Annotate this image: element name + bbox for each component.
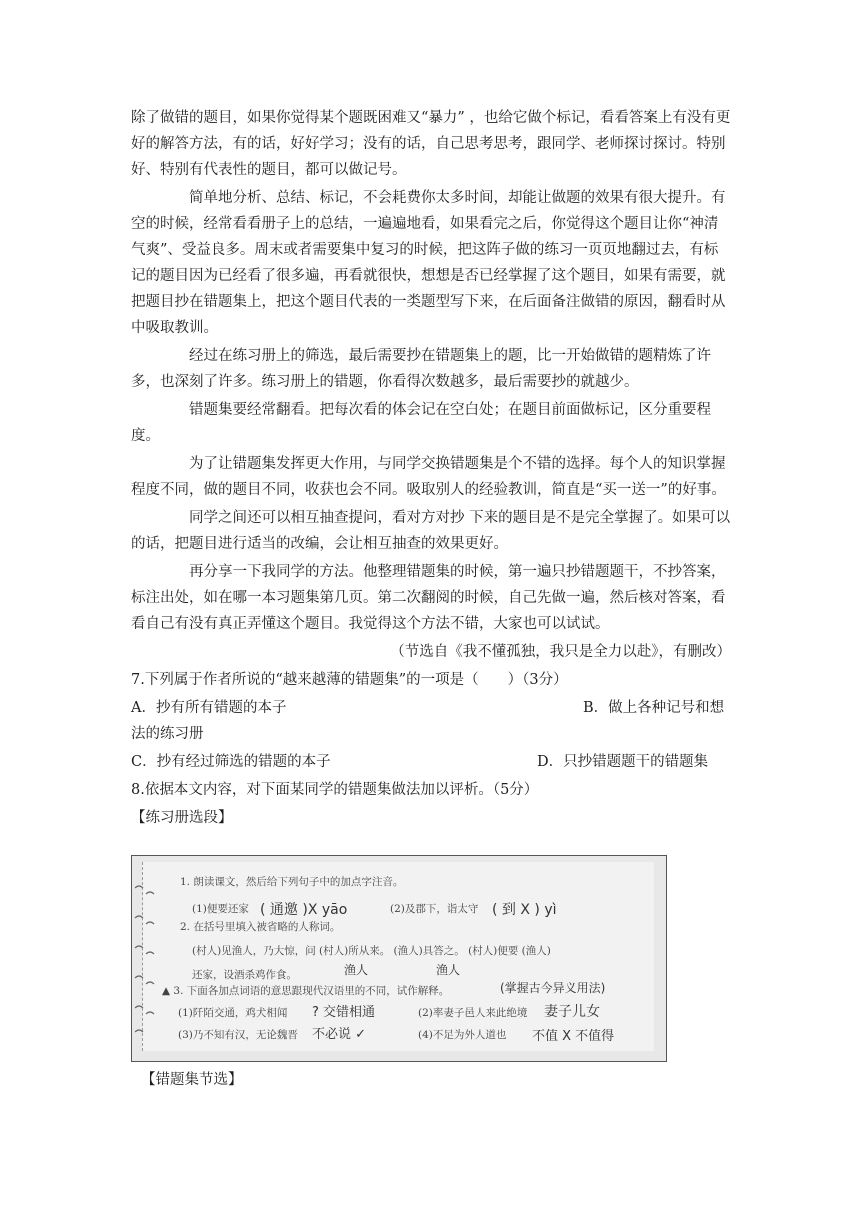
handwriting: 不必说 ✓ (312, 1027, 367, 1042)
workbook-scan-image (131, 855, 667, 1062)
handwriting: 渔人 (344, 963, 369, 977)
mistakes-label: 【错题集节选】 (141, 1072, 243, 1088)
handwriting: ( 通邀 )X yāo (260, 902, 348, 918)
scan-question-3c: (3)乃不知有汉，无论魏晋 (178, 1029, 298, 1041)
scan-question-1a: (1)便要还家 (192, 903, 249, 915)
passage-paragraph: 再分享一下我同学的方法。他整理错题集的时候，第一遍只抄错题题干，不抄答案，标注出处，如在哪一本习题集第几页。第二次翻阅的时候，自己先做一遍，然后核对答案，看看自己有没有真正弄懂这个题目。我觉得这个方法不错，大家也可以试试。 (131, 564, 726, 632)
option-c: C．抄有经过筛选的错题的本子 (131, 754, 331, 770)
scan-question-1b: (2)及郡下，诣太守 (390, 903, 479, 915)
workbook-label: 【练习册选段】 (131, 810, 233, 826)
option-b: B．做上各种记号和想 (583, 700, 725, 716)
handwriting: (掌握古今异义用法) (500, 981, 606, 995)
scan-question-2: 2. 在括号里填入被省略的人称词。 (180, 921, 341, 933)
passage-paragraph: 经过在练习册上的筛选，最后需要抄在错题集上的题，比一开始做错的题精炼了许多，也深刻了许多。练习册上的错题，你看得次数越多，最后需要抄的就越少。 (131, 348, 711, 390)
question-7-options-row-1 (131, 695, 731, 721)
question-7-stem: 7.下列属于作者所说的“越来越薄的错题集”的一项是（ ）（3分） (131, 672, 568, 688)
option-b-continued: 法的练习册 (131, 726, 204, 742)
scan-question-3: ▲ 3. 下面各加点词语的意思跟现代汉语里的不同，试作解释。 (162, 985, 450, 997)
source-citation: （节选自《我不懂孤独，我只是全力以赴》，有删改） (390, 644, 731, 660)
handwriting: ( 到 X ) yì (492, 902, 557, 918)
question-8-stem: 8.依据本文内容，对下面某同学的错题集做法加以评析。（5分） (131, 782, 539, 798)
option-a: A．抄有所有错题的本子 (131, 700, 287, 716)
handwriting: 妻子儿女 (544, 1004, 600, 1020)
scan-question-2b: 还家，设酒杀鸡作食。 (192, 969, 297, 981)
passage-paragraph: 同学之间还可以相互抽查提问，看对方对抄 下来的题目是不是完全掌握了。如果可以的话，把题目进行适当的改编，会让相互抽查的效果更好。 (131, 510, 731, 552)
question-7-options-row-2 (131, 749, 731, 775)
workbook-scan-drawing (132, 856, 666, 1061)
passage-paragraph: 错题集要经常翻看。把每次看的体会记在空白处；在题目前面做标记，区分重要程度。 (131, 402, 711, 444)
scan-question-2a: (村人)见渔人，乃大惊，问 (村人)所从来。 (渔人)具答之。 (村人)便要 (渔人) (192, 945, 551, 957)
passage-paragraph: 除了做错的题目，如果你觉得某个题既困难又“暴力” ，也给它做个标记，看看答案上有没有更好的解答方法，有的话，好好学习；没有的话，自己思考思考，跟同学、老师探讨探讨。特别好、特别有代表性的题目，都可以做记号。 (131, 110, 731, 178)
handwriting: ? 交错相通 (312, 1005, 376, 1020)
binding-marks (135, 886, 154, 1032)
passage (131, 105, 731, 831)
option-d: D．只抄错题题干的错题集 (537, 754, 709, 770)
passage-paragraph: 简单地分析、总结、标记，不会耗费你太多时间，却能让做题的效果有很大提升。有空的时候，经常看看册子上的总结，一遍遍地看，如果看完之后，你觉得这个题目让你“神清气爽”、受益良多。周末或者需要集中复习的时候，把这阵子做的练习一页页地翻过去，有标记的题目因为已经看了很多遍，再看就很快，想想是否已经掌握了这个题目，如果有需要，就把题目抄在错题集上，把这个题目代表的一类题型写下来，在后面备注做错的原因，翻看时从中吸取教训。 (131, 190, 726, 336)
handwriting: 渔人 (436, 963, 461, 977)
scan-question-3d: (4)不足为外人道也 (418, 1029, 507, 1041)
scan-question-1: 1. 朗读课文，然后给下列句子中的加点字注音。 (180, 876, 404, 888)
handwriting: 不值 X 不值得 (532, 1029, 615, 1044)
scan-question-3b: (2)率妻子邑人来此绝境 (418, 1007, 528, 1019)
passage-paragraph: 为了让错题集发挥更大作用，与同学交换错题集是个不错的选择。每个人的知识掌握程度不同，做的题目不同，收获也会不同。吸取别人的经验教训，简直是“买一送一”的好事。 (131, 456, 726, 498)
scan-question-3a: (1)阡陌交通，鸡犬相闻 (178, 1007, 288, 1019)
